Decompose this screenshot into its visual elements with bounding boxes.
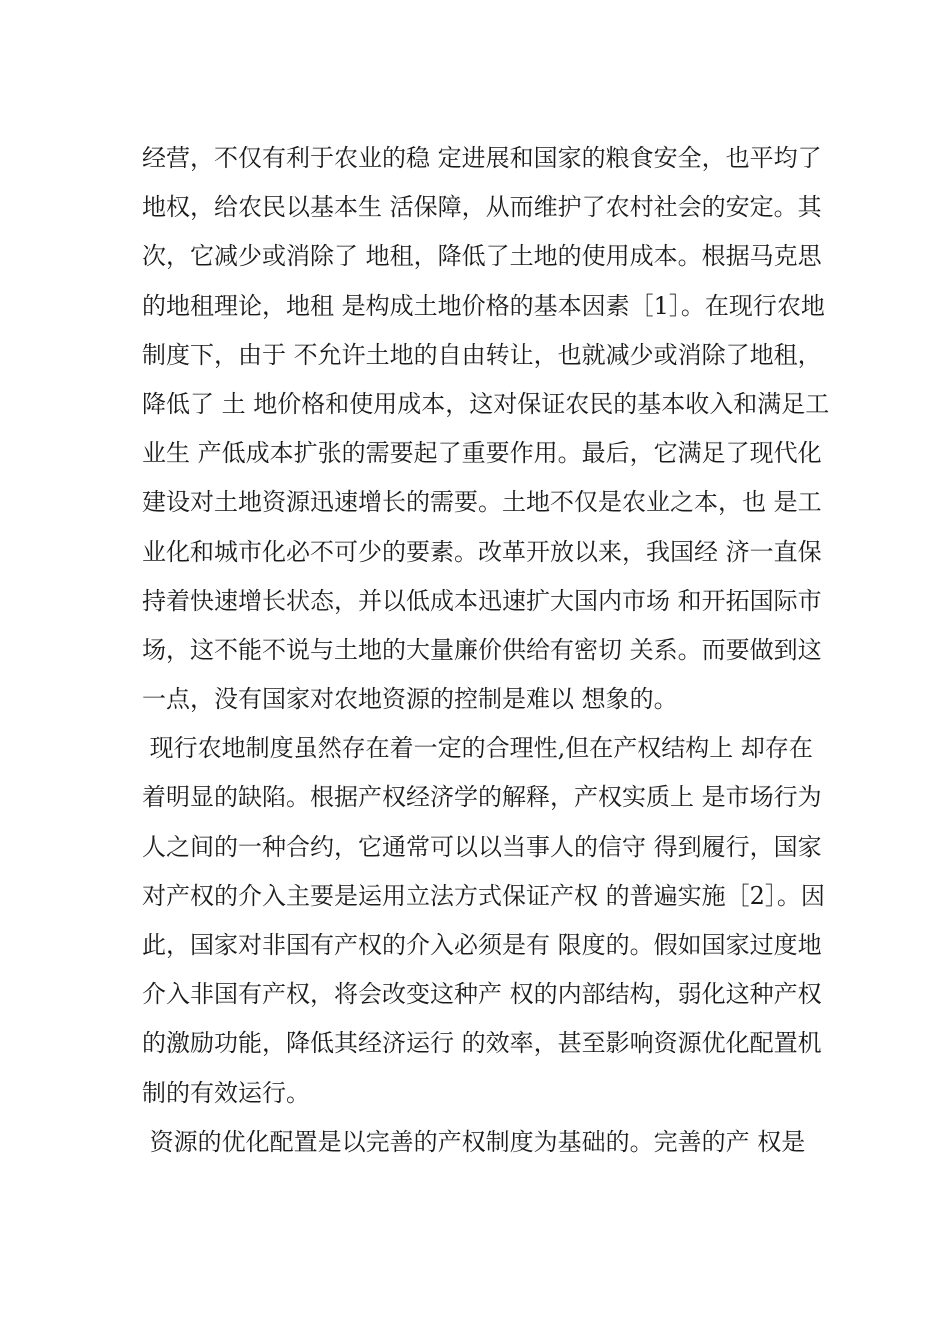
text-line: 地权，给农民以基本生 活保障，从而维护了农村社会的安定。其: [142, 193, 822, 222]
text-line: 制度下，由于 不允许土地的自由转让，也就减少或消除了地租，: [142, 340, 822, 369]
text-line: 一点，没有国家对农地资源的控制是难以 想象的。: [142, 685, 678, 714]
paragraph-start-line: 资源的优化配置是以完善的产权制度为基础的。完善的产 权是: [142, 1127, 806, 1156]
text-line: 建设对土地资源迅速增长的需要。土地不仅是农业之本，也 是工: [142, 488, 822, 517]
text-line: 着明显的缺陷。根据产权经济学的解释，产权实质上 是市场行为: [142, 783, 822, 812]
paragraph-start-line: 现行农地制度虽然存在着一定的合理性,但在产权结构上 却存在: [142, 734, 813, 763]
text-line: 对产权的介入主要是运用立法方式保证产权 的普遍实施［2］。因: [142, 881, 825, 910]
text-line: 此，国家对非国有产权的介入必须是有 限度的。假如国家过度地: [142, 931, 822, 959]
text-line: 持着快速增长状态，并以低成本迅速扩大国内市场 和开拓国际市: [142, 586, 822, 615]
text-line: 业生 产低成本扩张的需要起了重要作用。最后，它满足了现代化: [142, 439, 822, 468]
text-line: 场，这不能不说与土地的大量廉价供给有密切 关系。而要做到这: [142, 635, 822, 664]
text-line: 制的有效运行。: [142, 1078, 310, 1107]
body-text: [142, 134, 842, 1167]
text-line: 介入非国有产权，将会改变这种产 权的内部结构，弱化这种产权: [142, 980, 822, 1009]
text-line: 业化和城市化必不可少的要素。改革开放以来，我国经 济一直保: [142, 537, 822, 566]
text-line: 的地租理论，地租 是构成土地价格的基本因素［1］。在现行农地: [142, 291, 825, 320]
text-line: 次，它减少或消除了 地租，降低了土地的使用成本。根据马克思: [142, 242, 822, 271]
text-line: 人之间的一种合约，它通常可以以当事人的信守 得到履行，国家: [142, 832, 822, 861]
text-line: 降低了 土 地价格和使用成本，这对保证农民的基本收入和满足工: [142, 389, 830, 418]
text-line: 经营，不仅有利于农业的稳 定进展和国家的粮食安全，也平均了: [142, 144, 822, 172]
text-line: 的激励功能，降低其经济运行 的效率，甚至影响资源优化配置机: [142, 1029, 822, 1058]
